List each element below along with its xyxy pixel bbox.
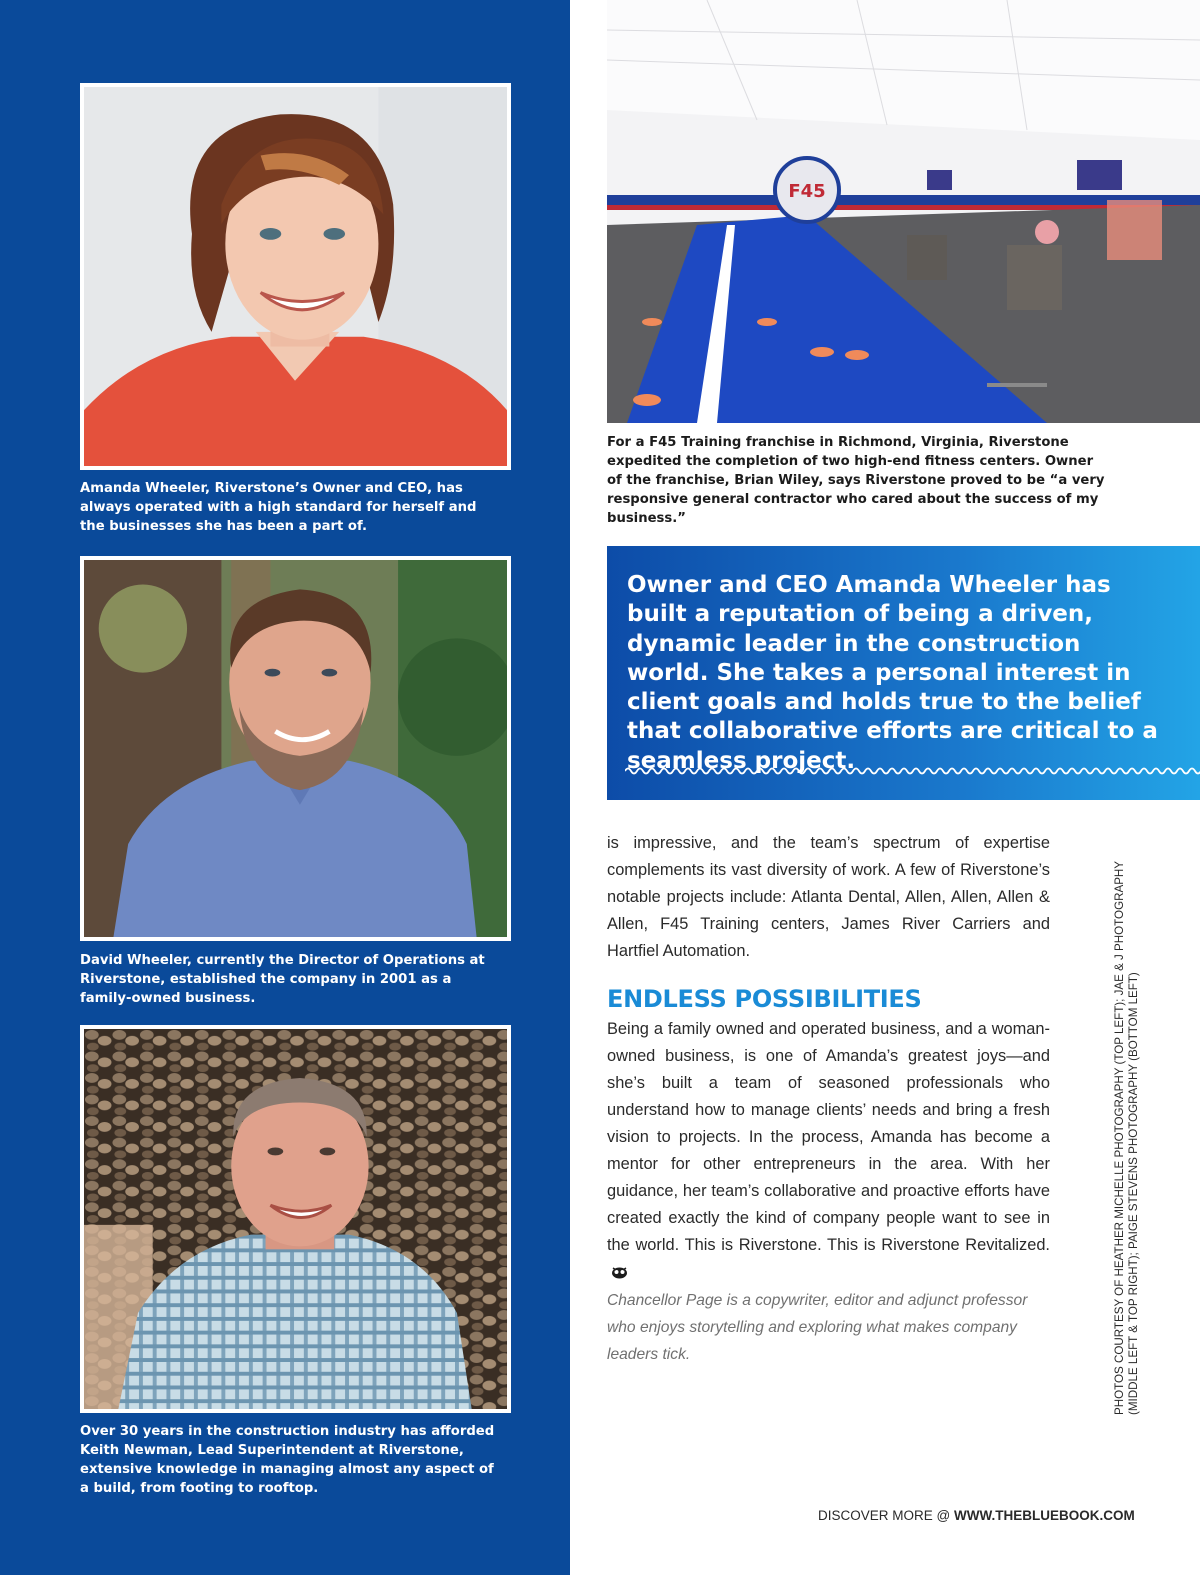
photo-credit: PHOTOS COURTESY OF HEATHER MICHELLE PHOTOGRAPHY (TOP LEFT); JAE & J PHOTOGRAPHY (MIDDLE LEFT & TOP RIGHT); PAIGE STEVENS PHOTOGRAPHY (BOTTOM LEFT): [1113, 861, 1140, 1415]
pull-quote-text: Owner and CEO Amanda Wheeler has built a reputation of being a driven, dynamic leader in the construction world. She takes a personal interest in client goals and holds true to the belief that collaborative efforts are critical to a seamless project.: [627, 572, 1158, 774]
david-portrait-image: [84, 560, 507, 937]
photo-david-wheeler: [80, 556, 511, 941]
caption-amanda: Amanda Wheeler, Riverstone’s Owner and CEO, has always operated with a high standard for herself and the businesses she has been a part of.: [80, 481, 477, 534]
footer: [818, 1506, 1135, 1526]
article-paragraph-2-text: Being a family owned and operated business, and a woman-owned business, is one of Amanda’s greatest joys—and she’s built a team of seasoned professionals who understand how to manage clients’ needs and bring a fresh vision to projects. In the process, Amanda has become a mentor for other entrepreneurs in the area. With her guidance, her team’s collaborative and proactive efforts have created exactly the kind of company people want to see in the world. This is Riverstone. This is Riverstone Revitalized.: [607, 1020, 1050, 1254]
footer-url-link[interactable]: WWW.THEBLUEBOOK.COM: [953, 1508, 1135, 1523]
section-heading: ENDLESS POSSIBILITIES: [607, 985, 922, 1013]
gym-logo-text: F45: [788, 181, 826, 202]
author-bio: Chancellor Page is a copywriter, editor and adjunct professor who enjoys storytelling and exploring what makes company leaders tick.: [607, 1292, 1028, 1363]
amanda-portrait-image: [84, 87, 507, 466]
caption-keith: Over 30 years in the construction industry has afforded Keith Newman, Lead Superintendent at Riverstone, extensive knowledge in managing almost any aspect of a build, from footing to rooftop.: [80, 1424, 495, 1496]
wave-divider-icon: [625, 764, 1200, 778]
article-paragraph-1: is impressive, and the team’s spectrum of expertise complements its vast diversity of work. A few of Riverstone’s notable projects include: Atlanta Dental, Allen, Allen, Allen & Allen, F45 Training centers, James River Carriers and Hartfiel Automation.: [607, 834, 1050, 960]
photo-amanda-wheeler: [80, 83, 511, 470]
pull-quote-box: [607, 546, 1200, 800]
keith-portrait-image: [84, 1029, 507, 1409]
article-paragraph-2: [607, 1016, 1050, 1286]
footer-prefix: DISCOVER MORE @: [818, 1508, 954, 1523]
gym-interior-image: [607, 0, 1200, 423]
end-mark-icon: [611, 1265, 628, 1279]
photo-f45-gym: [607, 0, 1200, 423]
photo-keith-newman: [80, 1025, 511, 1413]
caption-david: David Wheeler, currently the Director of Operations at Riverstone, established the company in 2001 as a family-owned business.: [80, 953, 485, 1006]
caption-gym: For a F45 Training franchise in Richmond, Virginia, Riverstone expedited the completion of two high-end fitness centers. Owner of the franchise, Brian Wiley, says Riverstone proved to be “a very responsive general contractor who cared about the success of my business.”: [607, 435, 1105, 526]
